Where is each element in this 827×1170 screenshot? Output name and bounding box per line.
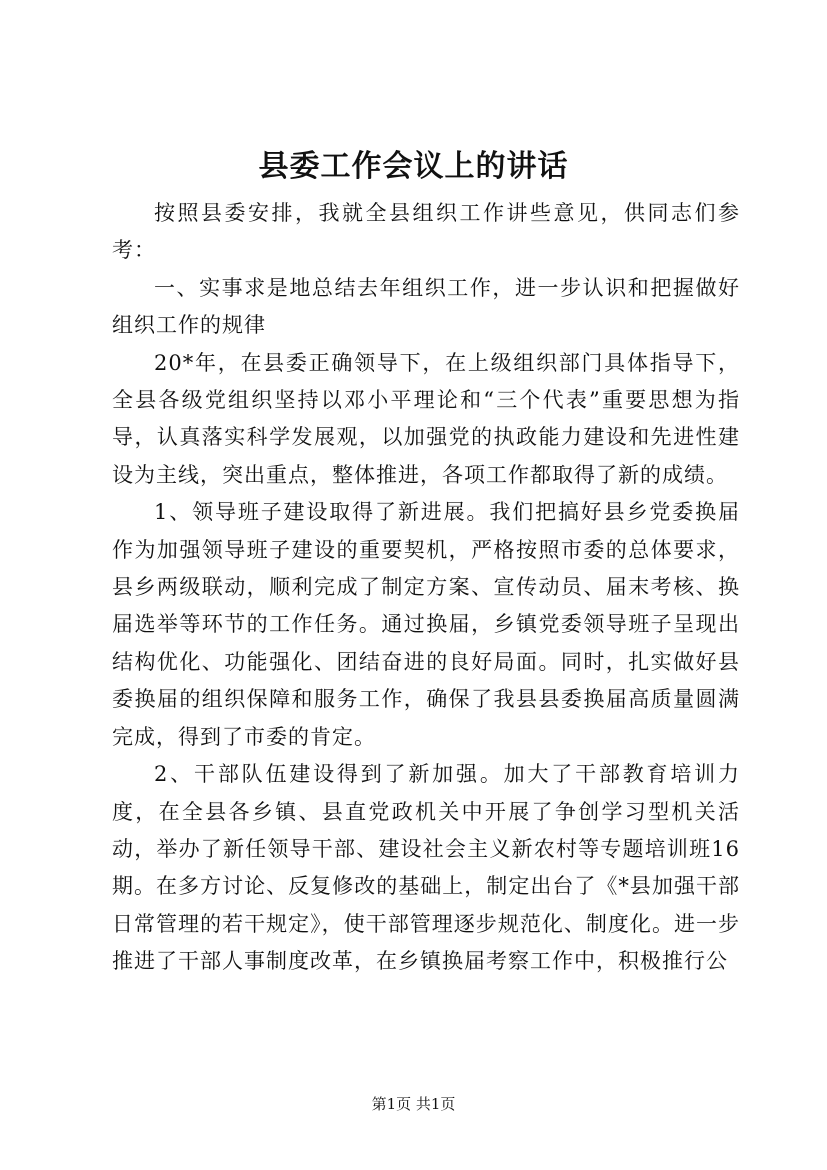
paragraph-intro: 按照县委安排，我就全县组织工作讲些意见，供同志们参考： [112, 201, 740, 263]
page-number-footer: 第1页 共1页 [371, 1095, 456, 1113]
paragraph-item-2: 2、干部队伍建设得到了新加强。加大了干部教育培训力度，在全县各乡镇、县直党政机关中开展了争创学习型机关活动，举办了新任领导干部、建设社会主义新农村等专题培训班16期。在多方讨论、反复修改的基础上，制定出台了《*县加强干部日常管理的若干规定》，使干部管理逐步规范化、制度化。进一步推进了干部人事制度改革，在乡镇换届考察工作中，积极推行公 [112, 762, 740, 974]
paragraph-item-1: 1、领导班子建设取得了新进展。我们把搞好县乡党委换届作为加强领导班子建设的重要契机，严格按照市委的总体要求，县乡两级联动，顺利完成了制定方案、宣传动员、届末考核、换届选举等环节的工作任务。通过换届，乡镇党委领导班子呈现出结构优化、功能强化、团结奋进的良好局面。同时，扎实做好县委换届的组织保障和服务工作，确保了我县县委换届高质量圆满完成，得到了市委的肯定。 [112, 500, 740, 749]
paragraph-summary: 20*年，在县委正确领导下，在上级组织部门具体指导下，全县各级党组织坚持以邓小平理论和“三个代表”重要思想为指导，认真落实科学发展观，以加强党的执政能力建设和先进性建设为主线，突出重点，整体推进，各项工作都取得了新的成绩。 [112, 350, 740, 487]
section-heading-1: 一、实事求是地总结去年组织工作，进一步认识和把握做好组织工作的规律 [112, 275, 740, 338]
document-title: 县委工作会议上的讲话 [258, 149, 569, 184]
document-body [112, 195, 740, 981]
